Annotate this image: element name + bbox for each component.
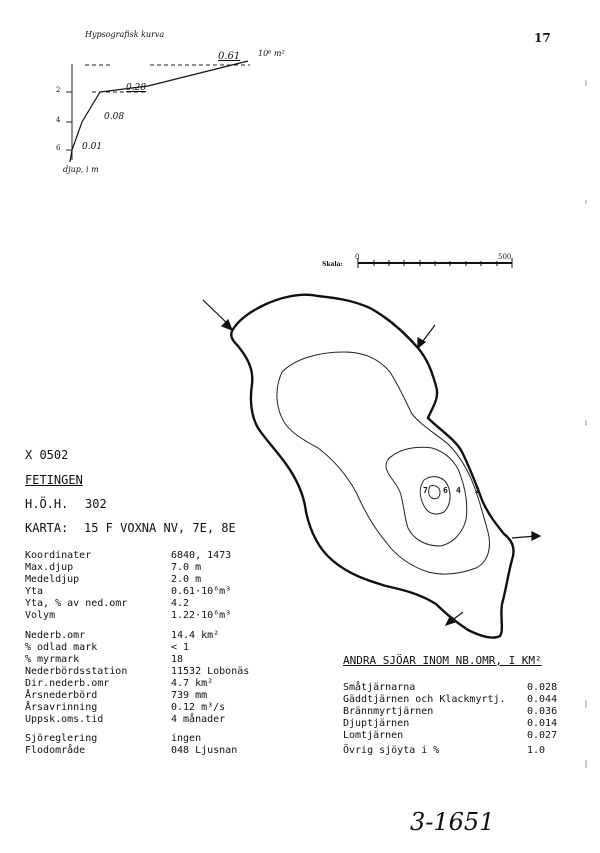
- karta-label: KARTA:: [25, 521, 69, 535]
- fact-value: 0.12 m³/s: [171, 702, 226, 713]
- fact-value: 0.61·10⁶m³: [171, 586, 232, 597]
- area-label: 0.08: [104, 112, 125, 122]
- scale-label: Skala:: [322, 261, 343, 268]
- depth-tick: 6: [56, 144, 61, 152]
- other-lake-area: 0.027: [527, 730, 558, 741]
- area-label: 0.61: [218, 51, 241, 62]
- other-lake-area: 0.014: [527, 718, 558, 729]
- fact-label: Sjöreglering: [25, 733, 98, 744]
- scale-end: 500: [498, 253, 512, 261]
- fact-value: 18: [171, 654, 184, 665]
- page-number: 17: [534, 31, 551, 45]
- fact-label: Nederb.omr: [25, 630, 86, 641]
- contour-label: 6: [443, 486, 448, 495]
- fact-value: 048 Ljusnan: [171, 745, 238, 756]
- other-lake-area: 0.028: [527, 682, 558, 693]
- fact-value: 11532 Lobonäs: [171, 666, 250, 677]
- fact-label: Uppsk.oms.tid: [25, 714, 104, 725]
- fact-label: Nederbördsstation: [25, 666, 128, 677]
- hoh-label: H.Ö.H.: [25, 497, 69, 511]
- lake-name: FETINGEN: [25, 473, 83, 487]
- fact-label: Medeldjup: [25, 574, 80, 585]
- other-lake-name: Brännmyrtjärnen: [343, 706, 434, 717]
- fact-value: 739 mm: [171, 690, 208, 701]
- contour-label: 7: [423, 486, 428, 495]
- other-lakes-total-value: 1.0: [527, 745, 546, 756]
- fact-value: 1.22·10⁶m³: [171, 610, 232, 621]
- area-unit: 10⁶ m²: [258, 49, 285, 58]
- fact-label: % myrmark: [25, 654, 80, 665]
- other-lake-area: 0.036: [527, 706, 558, 717]
- contour-label: 2: [475, 486, 480, 495]
- contour-label: 4: [456, 486, 461, 495]
- fact-value: ingen: [171, 733, 202, 744]
- depth-label: djup, i m: [63, 165, 99, 174]
- other-lake-name: Djuptjärnen: [343, 718, 410, 729]
- area-label: 0.28: [126, 83, 147, 93]
- other-lakes-title: ANDRA SJÖAR INOM NB.OMR, I KM²: [343, 654, 542, 667]
- hoh-value: 302: [85, 497, 107, 511]
- fact-label: Yta: [25, 586, 44, 597]
- fact-label: Dir.nederb.omr: [25, 678, 110, 689]
- other-lakes-total-label: Övrig sjöyta i %: [343, 745, 440, 756]
- fact-value: 4.7 km²: [171, 678, 214, 689]
- fact-label: Årsavrinning: [25, 702, 98, 713]
- fact-value: 4.2: [171, 598, 190, 609]
- fact-label: Yta, % av ned.omr: [25, 598, 128, 609]
- fact-label: Koordinater: [25, 550, 92, 561]
- depth-tick: 4: [56, 116, 61, 124]
- fact-value: 14.4 km²: [171, 630, 220, 641]
- karta-value: 15 F VOXNA NV, 7E, 8E: [84, 521, 236, 535]
- fact-value: < 1: [171, 642, 190, 653]
- other-lake-area: 0.044: [527, 694, 558, 705]
- fact-label: Flodområde: [25, 745, 86, 756]
- handwritten-code: 3-1651: [410, 808, 495, 836]
- scale-start: 0: [355, 253, 360, 261]
- other-lake-name: Småtjärnarna: [343, 682, 416, 693]
- fact-label: Årsnederbörd: [25, 690, 98, 701]
- fact-value: 4 månader: [171, 714, 226, 725]
- fact-value: 6840, 1473: [171, 550, 232, 561]
- depth-tick: 2: [56, 86, 61, 94]
- fact-label: % odlad mark: [25, 642, 98, 653]
- curve-title: Hypsografisk kurva: [85, 30, 165, 39]
- fact-label: Max.djup: [25, 562, 74, 573]
- other-lake-name: Lomtjärnen: [343, 730, 404, 741]
- lake-id: X 0502: [25, 448, 69, 462]
- fact-label: Volym: [25, 610, 56, 621]
- area-label: 0.01: [82, 142, 103, 152]
- other-lake-name: Gäddtjärnen och Klackmyrtj.: [343, 694, 506, 705]
- fact-value: 2.0 m: [171, 574, 202, 585]
- fact-value: 7.0 m: [171, 562, 202, 573]
